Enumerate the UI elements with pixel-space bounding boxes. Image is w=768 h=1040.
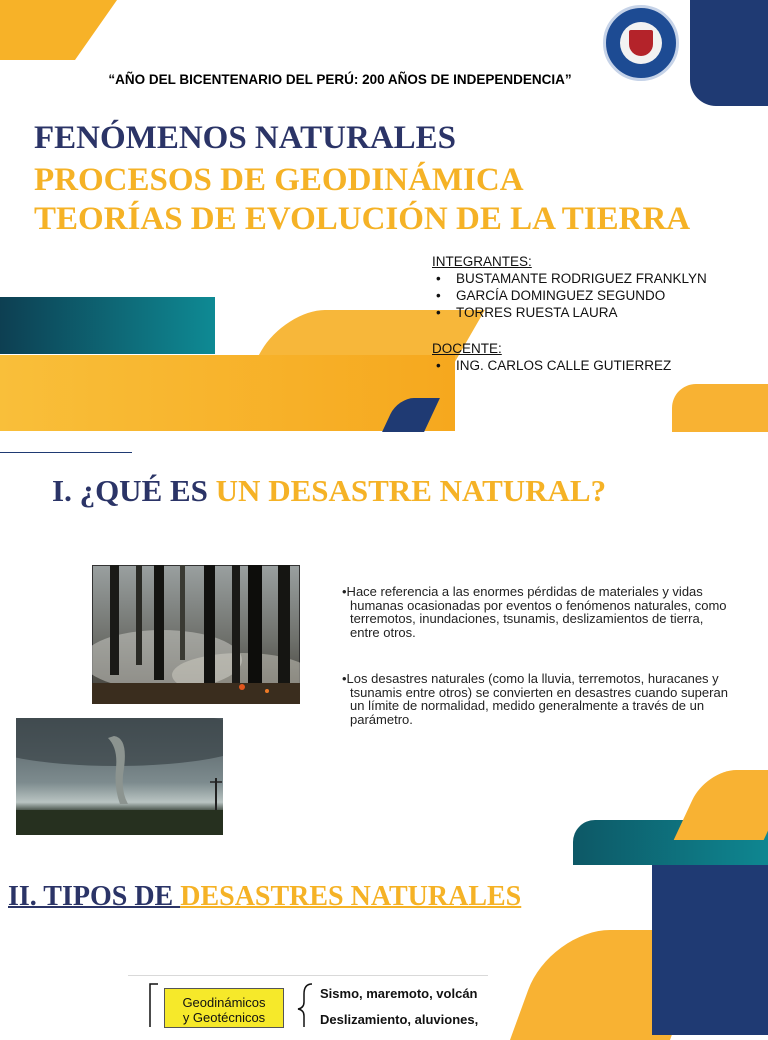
seal-center [620, 22, 662, 64]
seal-shield [629, 30, 653, 56]
member-item: • BUSTAMANTE RODRIGUEZ FRANKLYN [456, 270, 732, 287]
decor-teal-band [0, 297, 215, 354]
section-1-prefix: I. ¿QUÉ ES [52, 473, 216, 508]
left-bracket [144, 982, 164, 1027]
decor-orange-top [674, 770, 768, 840]
description-paragraph-1 [342, 585, 732, 639]
curly-brace [296, 982, 316, 1027]
category-box [164, 988, 284, 1028]
teacher-list [432, 357, 732, 374]
decor-navy-bottom [652, 865, 768, 1035]
category-line-2: y Geotécnicos [182, 1010, 266, 1025]
divider-rule [0, 452, 132, 453]
section-1-heading [52, 473, 606, 509]
section-2-highlight: DESASTRES NATURALES [180, 881, 522, 912]
section-1-highlight: UN DESASTRE NATURAL? [215, 473, 607, 508]
decor-orange-tab [672, 384, 768, 432]
decor-navy-corner [690, 0, 768, 106]
member-item: • GARCÍA DOMINGUEZ SEGUNDO [456, 287, 732, 304]
paragraph-2-text: •Los desastres naturales (como la lluvia, terremotos, huracanes y tsunamis entre otros) se convierten en desastres cuando superan un límite de normalidad, medido generalmente a través de un parámetro. [342, 671, 728, 727]
teacher-header: DOCENTE: [432, 341, 502, 356]
title-line-3: TEORÍAS DE EVOLUCIÓN DE LA TIERRA [34, 201, 691, 237]
category-line-1: Geodinámicos [182, 995, 266, 1010]
teacher-name: • ING. CARLOS CALLE GUTIERREZ [456, 357, 732, 374]
tornado-image [16, 718, 223, 835]
diagram-item-2: Deslizamiento, aluviones, [320, 1012, 479, 1027]
forest-fire-image [92, 565, 300, 704]
decor-orange-corner [0, 0, 145, 60]
members-list [432, 270, 732, 321]
member-item: • TORRES RUESTA LAURA [456, 304, 732, 321]
motto-text: “AÑO DEL BICENTENARIO DEL PERÚ: 200 AÑOS DE INDEPENDENCIA” [108, 72, 572, 87]
credits-block [432, 253, 732, 374]
paragraph-1-text: •Hace referencia a las enormes pérdidas de materiales y vidas humanas ocasionadas por eventos o fenómenos naturales, como terremotos, inundaciones, tsunamis, deslizamientos de tierra, entre otros. [342, 584, 727, 640]
members-header: INTEGRANTES: [432, 254, 532, 269]
section-2-prefix: II. TIPOS DE [8, 881, 181, 912]
types-diagram [128, 975, 488, 1025]
diagram-item-1: Sismo, maremoto, volcán [320, 986, 478, 1001]
section-2-heading [8, 881, 521, 913]
title-line-1: FENÓMENOS NATURALES [34, 120, 457, 156]
university-seal-icon [603, 5, 679, 81]
description-paragraph-2 [342, 672, 732, 726]
title-line-2: PROCESOS DE GEODINÁMICA [34, 162, 524, 198]
